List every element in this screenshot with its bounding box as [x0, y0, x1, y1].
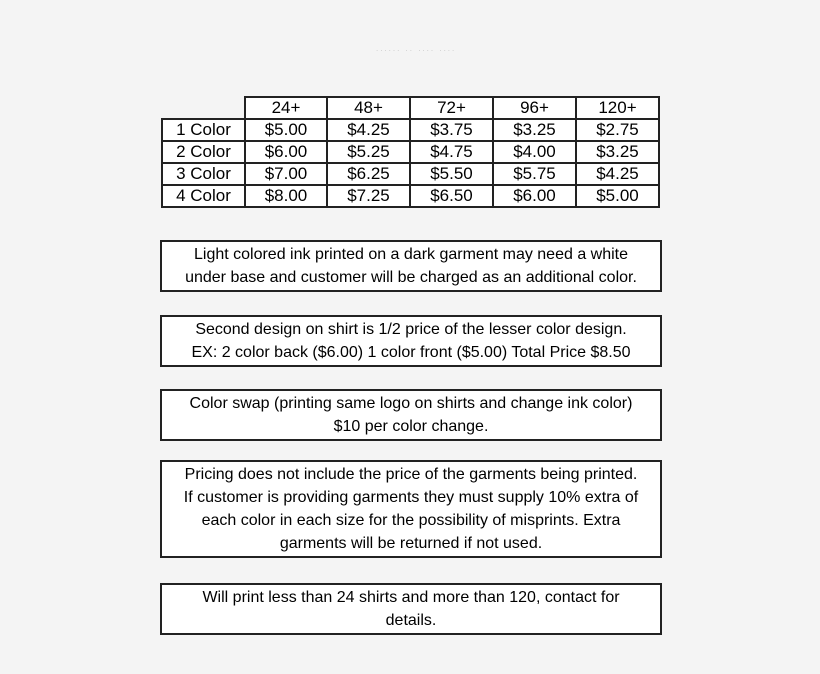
- price-cell: $5.75: [493, 163, 576, 185]
- price-cell: $4.00: [493, 141, 576, 163]
- row-label: 4 Color: [162, 185, 245, 207]
- faint-header-text: ...... .. .... ....: [376, 44, 457, 53]
- table-row: [162, 141, 659, 163]
- price-cell: $8.00: [245, 185, 327, 207]
- note-line: under base and customer will be charged as an additional color.: [185, 269, 637, 286]
- note-line: Color swap (printing same logo on shirts and change ink color): [189, 395, 633, 412]
- price-cell: $5.25: [327, 141, 410, 163]
- row-label: 1 Color: [162, 119, 245, 141]
- pricing-table: [161, 96, 660, 208]
- price-cell: $5.50: [410, 163, 493, 185]
- column-header: 24+: [245, 97, 327, 119]
- price-cell: $5.00: [245, 119, 327, 141]
- table-row: [162, 119, 659, 141]
- price-cell: $2.75: [576, 119, 659, 141]
- price-cell: $6.25: [327, 163, 410, 185]
- price-cell: $4.25: [576, 163, 659, 185]
- note-line: $10 per color change.: [333, 418, 489, 435]
- price-cell: $7.00: [245, 163, 327, 185]
- note-color-swap: [160, 389, 662, 441]
- price-cell: $6.50: [410, 185, 493, 207]
- note-garment-pricing: [160, 460, 662, 558]
- column-header: 72+: [410, 97, 493, 119]
- note-line: EX: 2 color back ($6.00) 1 color front ($5.00) Total Price $8.50: [191, 344, 631, 361]
- note-white-underbase: [160, 240, 662, 292]
- column-header: 48+: [327, 97, 410, 119]
- column-header: 96+: [493, 97, 576, 119]
- table-row: [162, 185, 659, 207]
- note-line: each color in each size for the possibility of misprints. Extra: [201, 512, 621, 529]
- row-label: 3 Color: [162, 163, 245, 185]
- note-line: Pricing does not include the price of the garments being printed.: [184, 466, 638, 483]
- note-line: If customer is providing garments they must supply 10% extra of: [183, 489, 639, 506]
- table-header-row: [162, 97, 659, 119]
- price-cell: $5.00: [576, 185, 659, 207]
- note-line: Light colored ink printed on a dark garment may need a white: [193, 246, 629, 263]
- note-second-design: [160, 315, 662, 367]
- note-line: Second design on shirt is 1/2 price of the lesser color design.: [195, 321, 627, 338]
- price-cell: $4.25: [327, 119, 410, 141]
- price-cell: $6.00: [493, 185, 576, 207]
- note-quantity-contact: [160, 583, 662, 635]
- price-cell: $7.25: [327, 185, 410, 207]
- note-line: details.: [385, 612, 437, 629]
- price-cell: $3.25: [576, 141, 659, 163]
- table-row: [162, 163, 659, 185]
- price-cell: $6.00: [245, 141, 327, 163]
- note-line: garments will be returned if not used.: [279, 535, 543, 552]
- column-header: 120+: [576, 97, 659, 119]
- note-line: Will print less than 24 shirts and more than 120, contact for: [202, 589, 620, 606]
- row-label: 2 Color: [162, 141, 245, 163]
- price-cell: $3.25: [493, 119, 576, 141]
- table-corner: [162, 97, 245, 119]
- price-cell: $3.75: [410, 119, 493, 141]
- price-cell: $4.75: [410, 141, 493, 163]
